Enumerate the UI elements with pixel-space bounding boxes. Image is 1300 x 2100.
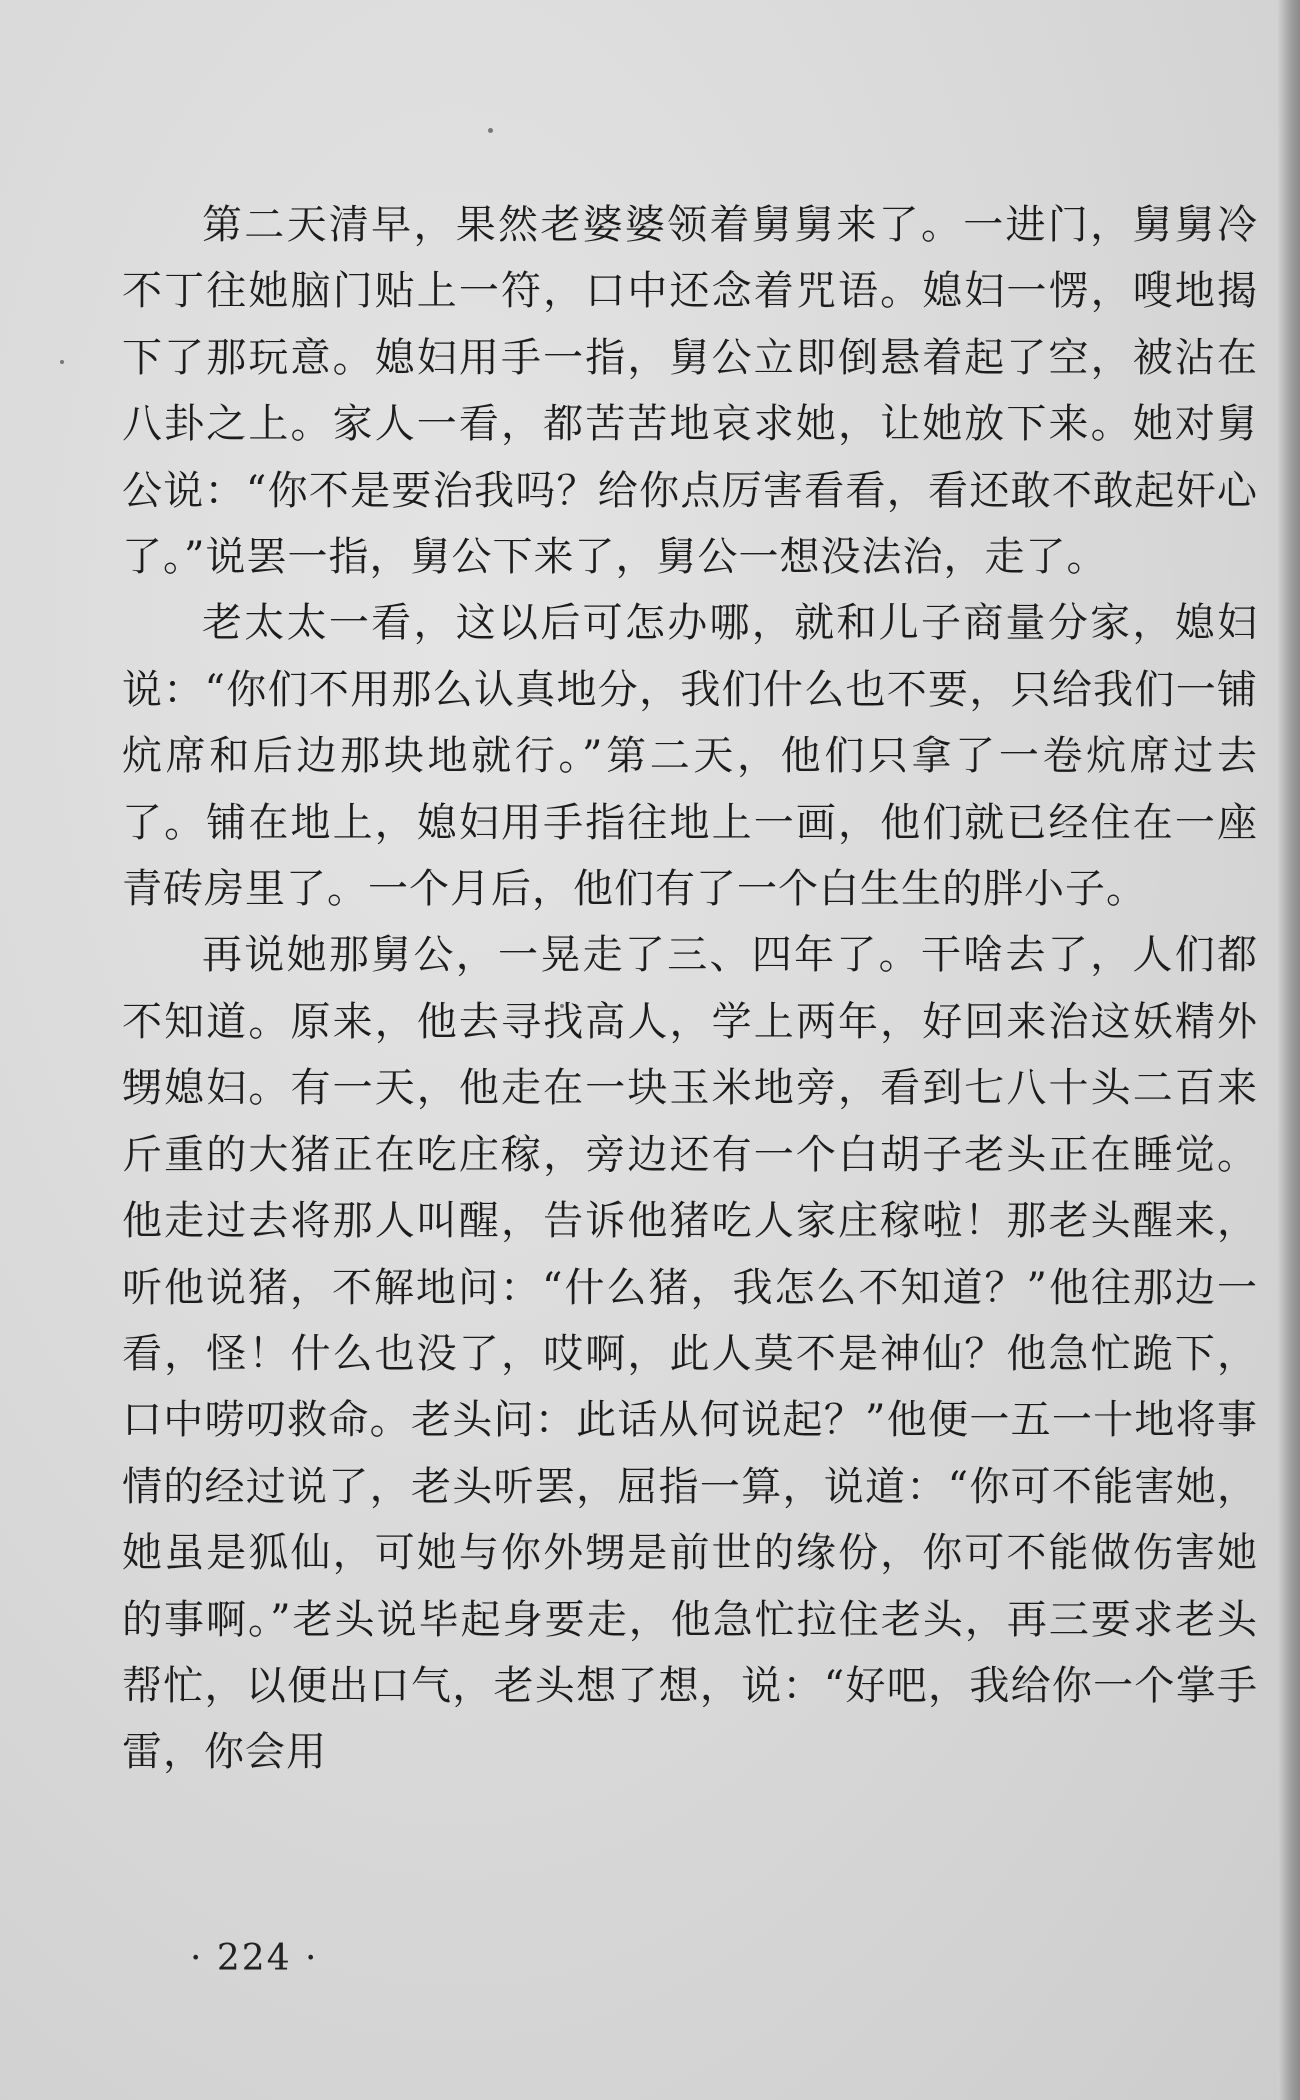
page-number: · 224 · (190, 1938, 319, 1979)
print-speck (60, 360, 64, 364)
page-edge-shadow (1278, 0, 1300, 2100)
print-speck (488, 128, 493, 133)
paragraph-2: 老太太一看，这以后可怎办哪，就和儿子商量分家，媳妇说：“你们不用那么认真地分，我们什么也不要，只给我们一铺炕席和后边那块地就行。”第二天，他们只拿了一卷炕席过去了。铺在地上，媳妇用手指往地上一画，他们就已经住在一座青砖房里了。一个月后，他们有了一个白生生的胖小子。 (122, 600, 1258, 913)
body-text (122, 192, 1258, 1786)
paragraph-1: 第二天清早，果然老婆婆领着舅舅来了。一进门，舅舅冷不丁往她脑门贴上一符，口中还念着咒语。媳妇一愣，嗖地揭下了那玩意。媳妇用手一指，舅公立即倒悬着起了空，被沾在八卦之上。家人一看，都苦苦地哀求她，让她放下来。她对舅公说：“你不是要治我吗？给你点厉害看看，看还敢不敢起奸心了。”说罢一指，舅公下来了，舅公一想没法治，走了。 (122, 202, 1258, 581)
paragraph-3: 再说她那舅公，一晃走了三、四年了。干啥去了，人们都不知道。原来，他去寻找高人，学上两年，好回来治这妖精外甥媳妇。有一天，他走在一块玉米地旁，看到七八十头二百来斤重的大猪正在吃庄稼，旁边还有一个白胡子老头正在睡觉。他走过去将那人叫醒，告诉他猪吃人家庄稼啦！那老头醒来，听他说猪，不解地问：“什么猪，我怎么不知道？”他往那边一看，怪！什么也没了，哎啊，此人莫不是神仙？他急忙跪下，口中唠叨救命。老头问：此话从何说起？”他便一五一十地将事情的经过说了，老头听罢，屈指一算，说道：“你可不能害她，她虽是狐仙，可她与你外甥是前世的缘份，你可不能做伤害她的事啊。”老头说毕起身要走，他急忙拉住老头，再三要求老头帮忙，以便出口气，老头想了想，说：“好吧，我给你一个掌手雷，你会用 (122, 932, 1258, 1776)
